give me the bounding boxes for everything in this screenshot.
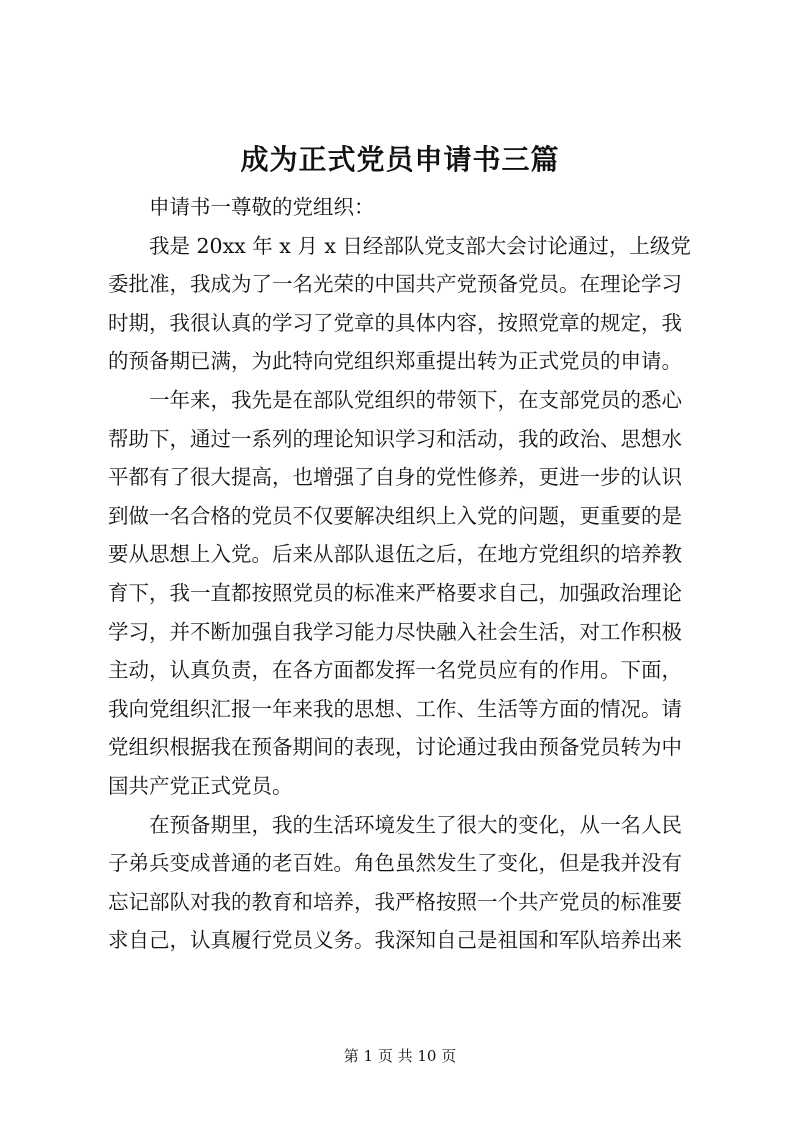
body-line: 育下，我一直都按照党员的标准来严格要求自己，加强政治理论 — [108, 580, 682, 605]
body-line: 国共产党正式党员。 — [108, 773, 293, 798]
body-line: 党组织根据我在预备期间的表现，讨论通过我由预备党员转为中 — [108, 735, 682, 760]
body-line: 我向党组织汇报一年来我的思想、工作、生活等方面的情况。请 — [108, 696, 682, 721]
body-line: 一年来，我先是在部队党组织的带领下，在支部党员的悉心 — [149, 387, 682, 412]
body-line: 主动，认真负责，在各方面都发挥一名党员应有的作用。下面， — [108, 658, 682, 683]
body-line: 申请书一尊敬的党组织： — [149, 195, 375, 219]
body-line: 委批准，我成为了一名光荣的中国共产党预备党员。在理论学习 — [108, 272, 682, 297]
document-body — [108, 188, 708, 960]
body-line: 的预备期已满，为此特向党组织郑重提出转为正式党员的申请。 — [108, 349, 682, 374]
page-footer: 第 1 页 共 10 页 — [343, 1047, 457, 1065]
body-line: 时期，我很认真的学习了党章的具体内容，按照党章的规定，我 — [108, 310, 682, 335]
body-line: 求自己，认真履行党员义务。我深知自己是祖国和军队培养出来 — [108, 928, 682, 953]
body-line: 子弟兵变成普通的老百姓。角色虽然发生了变化，但是我并没有 — [108, 851, 682, 876]
body-line: 我是 20xx 年 x 月 x 日经部队党支部大会讨论通过，上级党 — [149, 233, 691, 258]
body-line: 忘记部队对我的教育和培养，我严格按照一个共产党员的标准要 — [108, 889, 682, 914]
body-line: 帮助下，通过一系列的理论知识学习和活动，我的政治、思想水 — [108, 426, 682, 451]
body-line: 学习，并不断加强自我学习能力尽快融入社会生活，对工作积极 — [108, 619, 682, 644]
body-line: 在预备期里，我的生活环境发生了很大的变化，从一名人民 — [149, 812, 682, 837]
body-line: 要从思想上入党。后来从部队退伍之后，在地方党组织的培养教 — [108, 542, 682, 567]
body-line: 到做一名合格的党员不仅要解决组织上入党的问题，更重要的是 — [108, 503, 682, 528]
body-line: 平都有了很大提高，也增强了自身的党性修养，更进一步的认识 — [108, 465, 682, 490]
document-title: 成为正式党员申请书三篇 — [240, 143, 560, 176]
